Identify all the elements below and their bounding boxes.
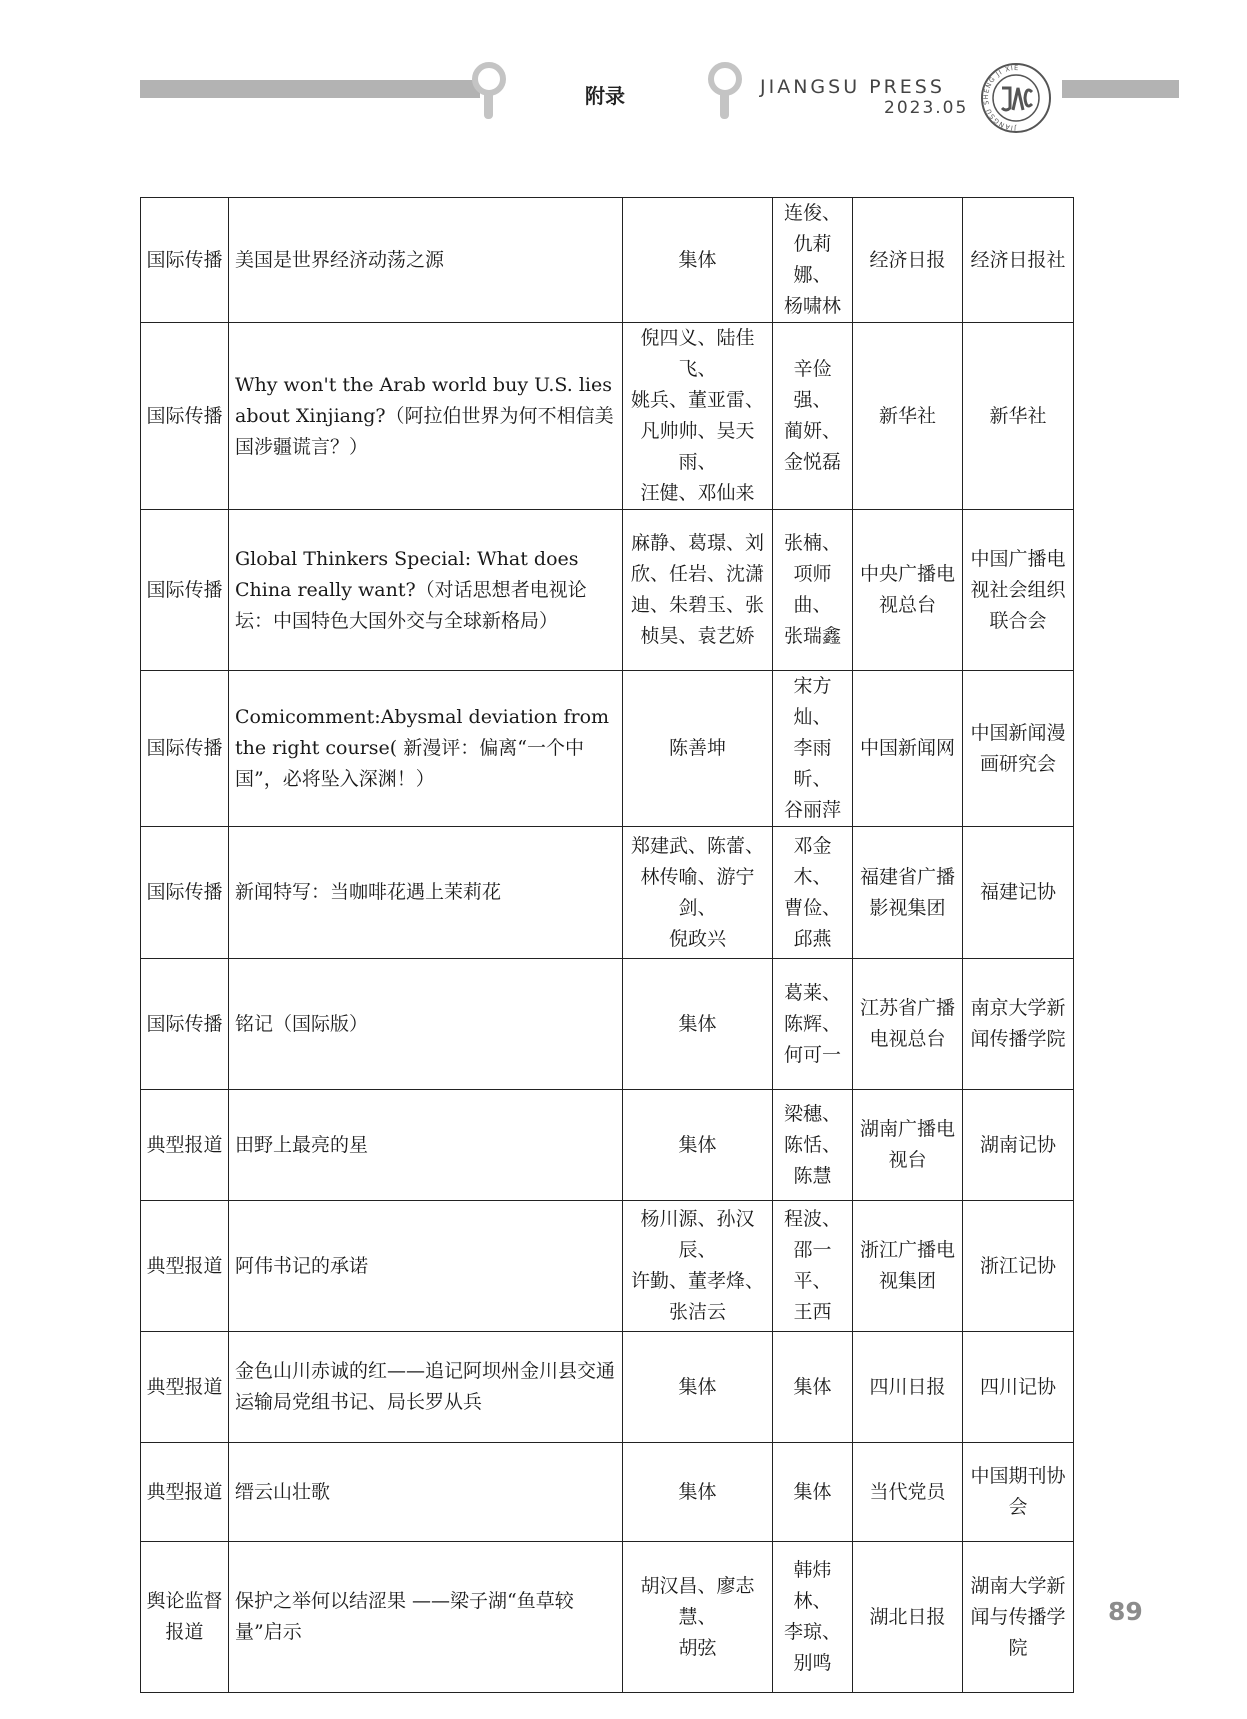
table-row bbox=[141, 323, 1074, 510]
cell-editors: 集体 bbox=[773, 1332, 853, 1443]
cell-title: 缙云山壮歌 bbox=[229, 1443, 623, 1542]
table-row bbox=[141, 1201, 1074, 1332]
cell-category: 国际传播 bbox=[141, 198, 229, 323]
table-row bbox=[141, 1090, 1074, 1201]
cell-category: 国际传播 bbox=[141, 671, 229, 827]
cell-creators: 杨川源、孙汉辰、 许勤、董孝烽、 张洁云 bbox=[623, 1201, 773, 1332]
cell-recommender: 湖南记协 bbox=[963, 1090, 1074, 1201]
cell-recommender: 浙江记协 bbox=[963, 1201, 1074, 1332]
cell-creators: 胡汉昌、廖志慧、 胡弦 bbox=[623, 1542, 773, 1693]
cell-title: Why won't the Arab world buy U.S. lies about Xinjiang?（阿拉伯世界为何不相信美国涉疆谎言？） bbox=[229, 323, 623, 510]
cell-category: 舆论监督 报道 bbox=[141, 1542, 229, 1693]
cell-creators: 集体 bbox=[623, 1443, 773, 1542]
cell-publisher: 浙江广播电 视集团 bbox=[853, 1201, 963, 1332]
cell-recommender: 湖南大学新 闻与传播学 院 bbox=[963, 1542, 1074, 1693]
cell-title: 田野上最亮的星 bbox=[229, 1090, 623, 1201]
cell-recommender: 经济日报社 bbox=[963, 198, 1074, 323]
cell-title: 阿伟书记的承诺 bbox=[229, 1201, 623, 1332]
cell-editors: 邓金木、 曹俭、 邱燕 bbox=[773, 827, 853, 959]
table-row bbox=[141, 671, 1074, 827]
journal-logo bbox=[980, 62, 1052, 134]
cell-recommender: 中国期刊协 会 bbox=[963, 1443, 1074, 1542]
cell-publisher: 当代党员 bbox=[853, 1443, 963, 1542]
cell-editors: 集体 bbox=[773, 1443, 853, 1542]
table-row bbox=[141, 510, 1074, 671]
cell-title: Comicomment:Abysmal deviation from the right course( 新漫评：偏离“一个中国”，必将坠入深渊！） bbox=[229, 671, 623, 827]
cell-editors: 程波、 邵一平、 王西 bbox=[773, 1201, 853, 1332]
cell-editors: 连俊、 仇莉娜、 杨啸林 bbox=[773, 198, 853, 323]
cell-editors: 辛俭强、 蔺妍、 金悦磊 bbox=[773, 323, 853, 510]
journal-name: JIANGSU PRESS bbox=[760, 76, 945, 98]
cell-publisher: 福建省广播 影视集团 bbox=[853, 827, 963, 959]
cell-publisher: 中国新闻网 bbox=[853, 671, 963, 827]
cell-category: 典型报道 bbox=[141, 1201, 229, 1332]
cell-title: 保护之举何以结涩果 ——梁子湖“鱼草较量”启示 bbox=[229, 1542, 623, 1693]
cell-publisher: 新华社 bbox=[853, 323, 963, 510]
header-bar-right bbox=[1062, 80, 1179, 98]
cell-creators: 集体 bbox=[623, 959, 773, 1090]
cell-publisher: 湖南广播电 视台 bbox=[853, 1090, 963, 1201]
cell-creators: 倪四义、陆佳飞、 姚兵、董亚雷、 凡帅帅、吴天雨、 汪健、邓仙来 bbox=[623, 323, 773, 510]
cell-title: 新闻特写：当咖啡花遇上茉莉花 bbox=[229, 827, 623, 959]
cell-publisher: 江苏省广播 电视总台 bbox=[853, 959, 963, 1090]
cell-creators: 郑建武、陈蕾、 林传喻、游宁剑、 倪政兴 bbox=[623, 827, 773, 959]
cell-recommender: 南京大学新 闻传播学院 bbox=[963, 959, 1074, 1090]
cell-editors: 葛莱、 陈辉、 何可一 bbox=[773, 959, 853, 1090]
cell-recommender: 中国新闻漫 画研究会 bbox=[963, 671, 1074, 827]
table-row bbox=[141, 827, 1074, 959]
table-row bbox=[141, 1332, 1074, 1443]
cell-publisher: 四川日报 bbox=[853, 1332, 963, 1443]
page-number: 89 bbox=[1108, 1597, 1143, 1626]
logo-ring-text: JIANGSU SHENG JI XIE bbox=[981, 63, 1020, 133]
table-row bbox=[141, 1542, 1074, 1693]
cell-creators: 集体 bbox=[623, 198, 773, 323]
cell-recommender: 新华社 bbox=[963, 323, 1074, 510]
cell-category: 典型报道 bbox=[141, 1443, 229, 1542]
section-title: 附录 bbox=[585, 84, 625, 108]
cell-creators: 集体 bbox=[623, 1332, 773, 1443]
cell-creators: 陈善坤 bbox=[623, 671, 773, 827]
cell-recommender: 四川记协 bbox=[963, 1332, 1074, 1443]
issue-date: 2023.05 bbox=[884, 98, 969, 118]
cell-title: 铭记（国际版） bbox=[229, 959, 623, 1090]
cell-publisher: 中央广播电 视总台 bbox=[853, 510, 963, 671]
cell-recommender: 福建记协 bbox=[963, 827, 1074, 959]
header-bar-left bbox=[140, 80, 480, 98]
cell-editors: 宋方灿、 李雨昕、 谷丽萍 bbox=[773, 671, 853, 827]
cell-editors: 张楠、 项师曲、 张瑞鑫 bbox=[773, 510, 853, 671]
cell-editors: 韩炜林、 李琼、 别鸣 bbox=[773, 1542, 853, 1693]
cell-title: Global Thinkers Special: What does China really want?（对话思想者电视论坛：中国特色大国外交与全球新格局） bbox=[229, 510, 623, 671]
cell-publisher: 经济日报 bbox=[853, 198, 963, 323]
cell-creators: 集体 bbox=[623, 1090, 773, 1201]
table-row bbox=[141, 198, 1074, 323]
cell-category: 国际传播 bbox=[141, 959, 229, 1090]
award-table-body bbox=[141, 198, 1074, 1693]
cell-category: 国际传播 bbox=[141, 827, 229, 959]
cell-category: 典型报道 bbox=[141, 1332, 229, 1443]
cell-title: 金色山川赤诚的红——追记阿坝州金川县交通运输局党组书记、局长罗从兵 bbox=[229, 1332, 623, 1443]
cell-category: 国际传播 bbox=[141, 510, 229, 671]
cell-publisher: 湖北日报 bbox=[853, 1542, 963, 1693]
cell-title: 美国是世界经济动荡之源 bbox=[229, 198, 623, 323]
award-table bbox=[140, 197, 1074, 1693]
cell-category: 典型报道 bbox=[141, 1090, 229, 1201]
table-row bbox=[141, 959, 1074, 1090]
cell-category: 国际传播 bbox=[141, 323, 229, 510]
cell-editors: 梁穗、 陈恬、 陈慧 bbox=[773, 1090, 853, 1201]
cell-creators: 麻静、葛璟、刘 欣、任岩、沈潇 迪、朱碧玉、张 桢昊、袁艺娇 bbox=[623, 510, 773, 671]
table-row bbox=[141, 1443, 1074, 1542]
cell-recommender: 中国广播电 视社会组织 联合会 bbox=[963, 510, 1074, 671]
